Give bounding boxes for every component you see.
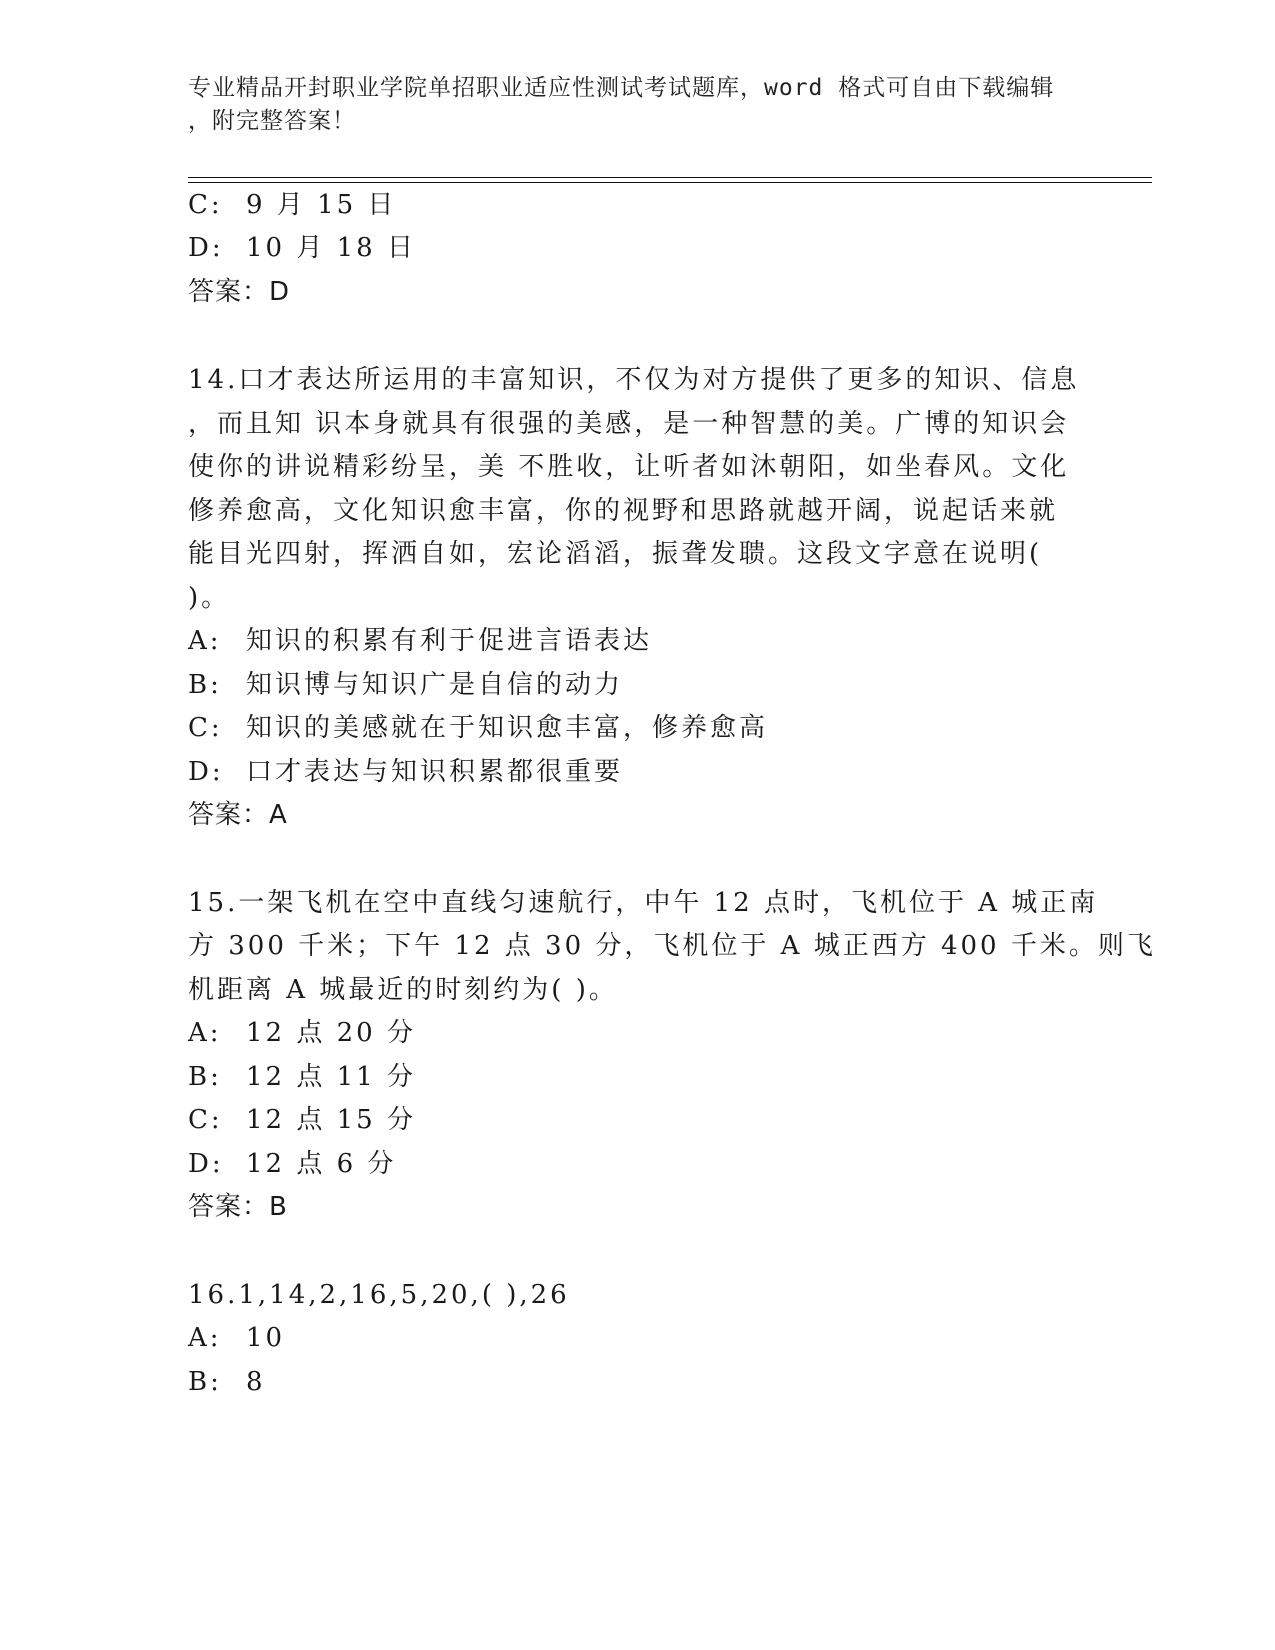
q15-answer: 答案：B	[188, 1192, 288, 1222]
q13-option-c	[188, 190, 396, 220]
q14-option-label: A:	[188, 626, 222, 656]
q14-option-text: 口才表达与知识积累都很重要	[246, 757, 624, 787]
q14-option-b	[188, 670, 623, 700]
q13-option-d	[188, 233, 416, 263]
q14-stem-line: 使你的讲说精彩纷呈，美 不胜收，让听者如沐朝阳，如坐春风。文化	[188, 452, 1070, 482]
q13-option-c-text: 9 月 15 日	[246, 190, 397, 220]
q16-option-text: 8	[246, 1367, 266, 1397]
q14-option-c	[188, 713, 768, 743]
q13-option-d-label: D:	[188, 233, 224, 263]
q14-option-text: 知识博与知识广是自信的动力	[246, 670, 624, 700]
header-rule-top	[188, 177, 1152, 178]
q14-stem-line: ，而且知 识本身就具有很强的美感，是一种智慧的美。广博的知识会	[188, 409, 1070, 439]
q15-option-a	[188, 1018, 416, 1048]
q14-stem-line: 修养愈高，文化知识愈丰富，你的视野和思路就越开阔，说起话来就	[188, 496, 1059, 526]
q16-option-label: A:	[188, 1323, 222, 1353]
q14-option-d	[188, 757, 623, 787]
header-rule-bottom	[188, 182, 1152, 183]
q14-option-label: B:	[188, 670, 222, 700]
q16-stem: 16.1,14,2,16,5,20,( ),26	[188, 1280, 570, 1310]
header-line-2: ，附完整答案！	[188, 108, 356, 134]
q15-option-b	[188, 1062, 416, 1092]
q15-stem-line: 15.一架飞机在空中直线匀速航行，中午 12 点时，飞机位于 A 城正南	[188, 888, 1099, 918]
q13-option-c-label: C:	[188, 190, 223, 220]
q13-answer: 答案：D	[188, 277, 291, 307]
q16-option-label: B:	[188, 1367, 222, 1397]
q15-stem-line: 机距离 A 城最近的时刻约为( )。	[188, 975, 618, 1005]
q16-option-text: 10	[246, 1323, 286, 1353]
q15-option-label: C:	[188, 1105, 223, 1135]
q15-option-label: B:	[188, 1062, 222, 1092]
q14-stem-line: 14.口才表达所运用的丰富知识，不仅为对方提供了更多的知识、信息	[188, 365, 1080, 395]
q15-option-label: D:	[188, 1149, 224, 1179]
q14-option-a	[188, 626, 652, 656]
q14-answer: 答案：A	[188, 800, 288, 830]
q15-stem-line: 方 300 千米；下午 12 点 30 分，飞机位于 A 城正西方 400 千米。则飞	[188, 931, 1156, 961]
q15-option-label: A:	[188, 1018, 222, 1048]
q13-option-d-text: 10 月 18 日	[246, 233, 416, 263]
document-header	[188, 72, 1068, 138]
q15-option-text: 12 点 20 分	[246, 1018, 416, 1048]
q15-option-text: 12 点 15 分	[246, 1105, 416, 1135]
q15-option-d	[188, 1149, 396, 1179]
q15-option-text: 12 点 6 分	[246, 1149, 397, 1179]
header-line-1: 专业精品开封职业学院单招职业适应性测试考试题库，word 格式可自由下载编辑	[188, 75, 1055, 101]
q15-option-c	[188, 1105, 416, 1135]
q14-stem-line: )。	[188, 583, 231, 613]
q14-option-label: D:	[188, 757, 224, 787]
q14-option-label: C:	[188, 713, 223, 743]
q14-option-text: 知识的美感就在于知识愈丰富，修养愈高	[246, 713, 769, 743]
q16-option-b	[188, 1367, 266, 1397]
q14-option-text: 知识的积累有利于促进言语表达	[246, 626, 653, 656]
q14-stem-line: 能目光四射，挥洒自如，宏论滔滔，振聋发聩。这段文字意在说明(	[188, 539, 1043, 569]
q15-option-text: 12 点 11 分	[246, 1062, 416, 1092]
q16-option-a	[188, 1323, 285, 1353]
